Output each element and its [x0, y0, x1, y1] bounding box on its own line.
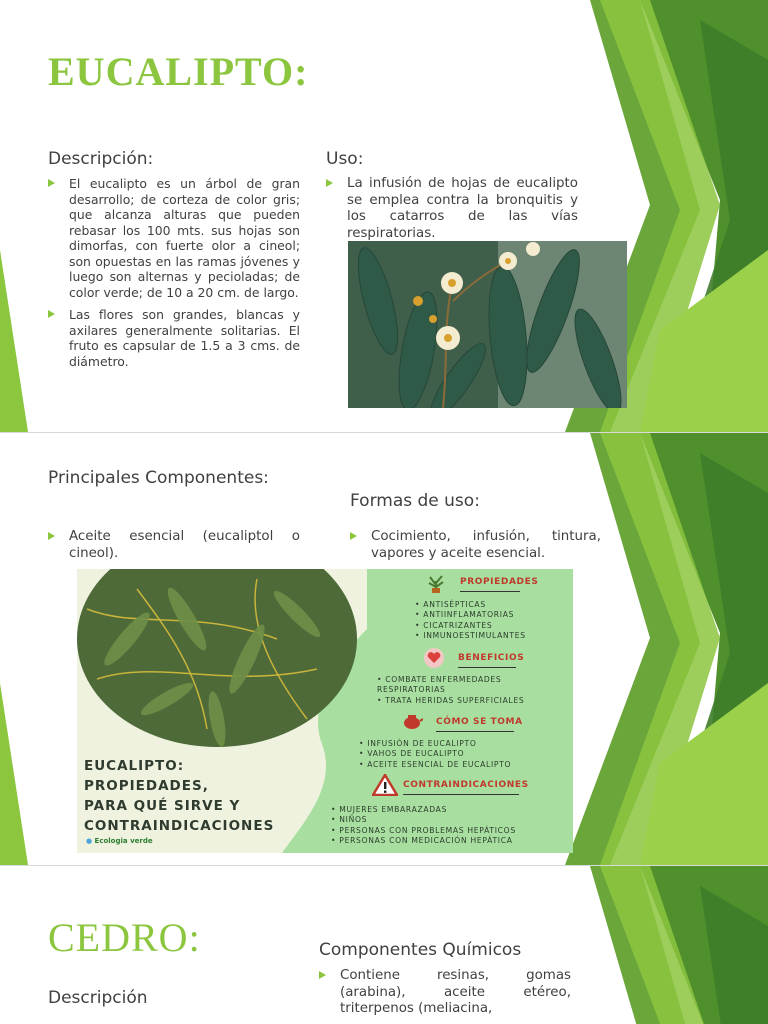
properties-list: • ANTISÉPTICAS • ANTIINFLAMATORIAS • CICATRIZANTES • INMUNOESTIMULANTES	[415, 600, 526, 641]
slide-eucalipto-components	[0, 433, 768, 865]
bullet-arrow-icon	[48, 310, 55, 318]
section-heading: CÓMO SE TOMA	[436, 717, 523, 727]
how-to-take-list: • INFUSIÓN DE EUCALIPTO • VAHOS DE EUCALIPTO • ACEITE ESENCIAL DE EUCALIPTO	[359, 739, 511, 770]
ecologia-verde-logo: ● Ecologia verde	[86, 837, 153, 845]
benefits-list: • COMBATE ENFERMEDADES RESPIRATORIAS • TRATA HERIDAS SUPERFICIALES	[377, 675, 567, 706]
chem-components-list	[319, 968, 571, 1024]
bullet-arrow-icon	[326, 179, 333, 187]
chem-components-heading: Componentes Químicos	[319, 940, 522, 960]
page-title: EUCALIPTO:	[48, 49, 309, 94]
description-heading: Descripción:	[48, 149, 154, 169]
heart-icon	[423, 647, 445, 669]
infographic-title: EUCALIPTO: PROPIEDADES, PARA QUÉ SIRVE Y CONTRAINDICACIONES	[84, 758, 275, 834]
use-list	[326, 176, 578, 249]
contraindications-list: • MUJERES EMBARAZADAS • NIÑOS • PERSONAS CON PROBLEMAS HEPÁTICOS • PERSONAS CON MEDICACIÓN HEPÁTICA	[331, 805, 516, 846]
description-list	[48, 176, 300, 376]
eucalyptus-infographic	[77, 569, 573, 853]
bullet-arrow-icon	[350, 532, 357, 540]
bullet-arrow-icon	[48, 532, 55, 540]
components-heading: Principales Componentes:	[48, 468, 269, 488]
slide-cedro	[0, 866, 768, 1024]
teapot-icon	[401, 712, 423, 730]
list-item: La infusión de hojas de eucalipto se emplea contra la bronquitis y los catarros de las vías respiratorias.	[326, 176, 578, 242]
warning-icon	[372, 774, 398, 796]
plant-icon	[426, 573, 446, 593]
list-item: El eucalipto es un árbol de gran desarrollo; de corteza de color gris; que alcanza alturas que pueden rebasar los 100 mts. sus hojas son dimorfas, con fuerte olor a cineol; son opuestas en las ramas jóvenes y luego son alternas y pecioladas; de color verde; de 10 a 20 cm. de largo.	[48, 176, 300, 300]
slide-eucalipto-description	[0, 0, 768, 432]
forms-list	[350, 529, 601, 569]
components-list	[48, 529, 300, 569]
cedro-title: CEDRO:	[48, 915, 201, 960]
bullet-arrow-icon	[48, 179, 55, 187]
section-heading: BENEFICIOS	[458, 653, 525, 663]
list-item: Cocimiento, infusión, tintura, vapores y aceite esencial.	[350, 529, 601, 562]
use-heading: Uso:	[326, 149, 364, 169]
bullet-arrow-icon	[319, 971, 326, 979]
eucalyptus-flower-photo	[348, 241, 627, 408]
list-item: Aceite esencial (eucaliptol o cineol).	[48, 529, 300, 562]
list-item: Las flores son grandes, blancas y axilares generalmente solitarias. El fruto es capsular de 1.5 a 3 cms. de diámetro.	[48, 307, 300, 369]
section-heading: PROPIEDADES	[460, 577, 539, 587]
section-heading: CONTRAINDICACIONES	[403, 780, 529, 790]
forms-heading: Formas de uso:	[350, 491, 480, 511]
list-item: Contiene resinas, gomas (arabina), aceite etéreo, triterpenos (meliacina,	[319, 968, 571, 1018]
cedro-description-heading: Descripción	[48, 988, 148, 1008]
